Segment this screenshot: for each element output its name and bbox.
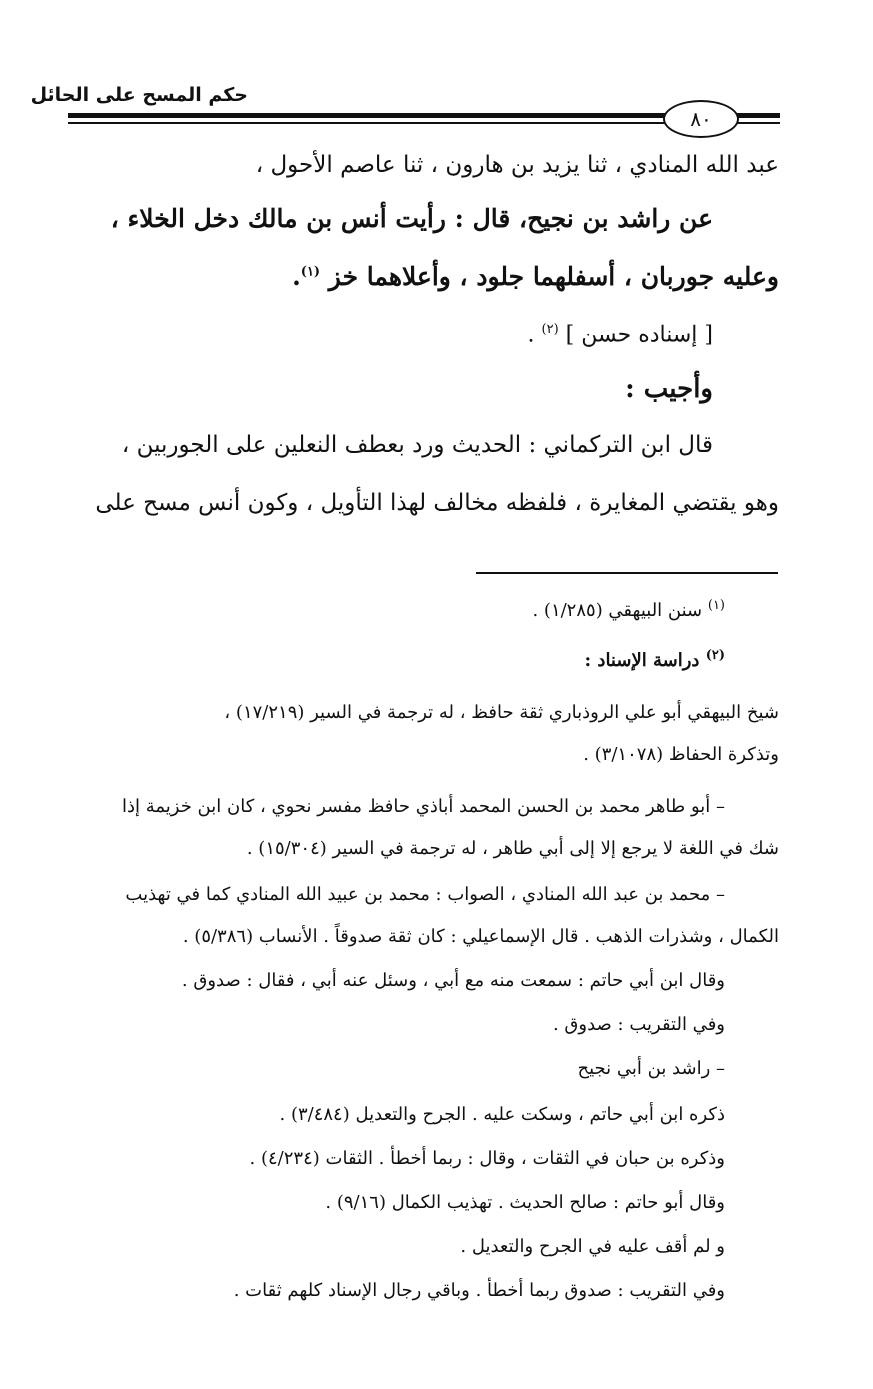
isnad-grading: [ إسناده حسن ] $^{(٢)}$ . xyxy=(527,322,713,348)
footnote-line: – راشد بن أبي نجيح xyxy=(577,1058,725,1079)
main-line-hadith: عن راشد بن نجيح، قال : رأيت أنس بن مالك دخل الخلاء ، xyxy=(110,204,713,233)
footnote-text: سنن البيهقي (١/٢٨٥) . xyxy=(532,600,703,621)
book-title: حكم المسح على الحائل xyxy=(30,84,248,106)
footnote-ref-1[interactable]: (١) xyxy=(300,264,321,280)
footnote-line: وفي التقريب : صدوق . xyxy=(552,1014,725,1035)
main-line: قال ابن التركماني : الحديث ورد بعطف النعلين على الجوربين ، xyxy=(121,432,713,458)
footnote-heading: دراسة الإسناد : xyxy=(584,650,700,671)
footnote-line: الكمال ، وشذرات الذهب . قال الإسماعيلي : كان ثقة صدوقاً . الأنساب (٥/٣٨٦) . xyxy=(182,926,779,947)
page-number: ٨٠ xyxy=(663,100,739,138)
main-line: عبد الله المنادي ، ثنا يزيد بن هارون ، ثنا عاصم الأحول ، xyxy=(255,152,779,178)
footnote-1 xyxy=(532,598,725,621)
hadith-text: وعليه جوربان ، أسفلهما جلود ، وأعلاهما خز xyxy=(328,262,779,291)
main-line-hadith: وعليه جوربان ، أسفلهما جلود ، وأعلاهما خز $^{(١)}$. xyxy=(292,262,779,291)
footnote-marker: (١) xyxy=(707,598,725,613)
main-line: وهو يقتضي المغايرة ، فلفظه مخالف لهذا التأويل ، وكون أنس مسح على xyxy=(95,490,779,516)
footnote-line: و لم أقف عليه في الجرح والتعديل . xyxy=(460,1236,725,1257)
footnote-line: – محمد بن عبد الله المنادي ، الصواب : محمد بن عبيد الله المنادي كما في تهذيب xyxy=(125,884,725,905)
footnote-line: ذكره ابن أبي حاتم ، وسكت عليه . الجرح والتعديل (٣/٤٨٤) . xyxy=(279,1104,725,1125)
footnote-line: شيخ البيهقي أبو علي الروذباري ثقة حافظ ، له ترجمة في السير (١٧/٢١٩) ، xyxy=(224,702,779,723)
footnote-marker: (٢) xyxy=(705,648,725,663)
footnote-line: وفي التقريب : صدوق ربما أخطأ . وباقي رجال الإسناد كلهم ثقات . xyxy=(233,1280,725,1301)
footnote-line: وقال ابن أبي حاتم : سمعت منه مع أبي ، وسئل عنه أبي ، فقال : صدوق . xyxy=(181,970,725,991)
footnote-ref-2[interactable]: (٢) xyxy=(541,322,559,337)
footnote-line: وتذكرة الحفاظ (٣/١٠٧٨) . xyxy=(583,744,779,765)
footnote-line: – أبو طاهر محمد بن الحسن المحمد أباذي حافظ مفسر نحوي ، كان ابن خزيمة إذا xyxy=(121,796,725,817)
footnote-2 xyxy=(585,648,725,671)
grading-text: [ إسناده حسن ] xyxy=(565,322,713,348)
footnote-line: وذكره بن حبان في الثقات ، وقال : ربما أخطأ . الثقات (٤/٢٣٤) . xyxy=(249,1148,725,1169)
footnote-line: وقال أبو حاتم : صالح الحديث . تهذيب الكمال (٩/١٦) . xyxy=(325,1192,725,1213)
footnote-separator xyxy=(476,572,778,574)
page-header xyxy=(30,82,780,142)
footnote-line: شك في اللغة لا يرجع إلا إلى أبي طاهر ، له ترجمة في السير (١٥/٣٠٤) . xyxy=(246,838,779,859)
section-heading: وأجيب : xyxy=(625,374,713,404)
